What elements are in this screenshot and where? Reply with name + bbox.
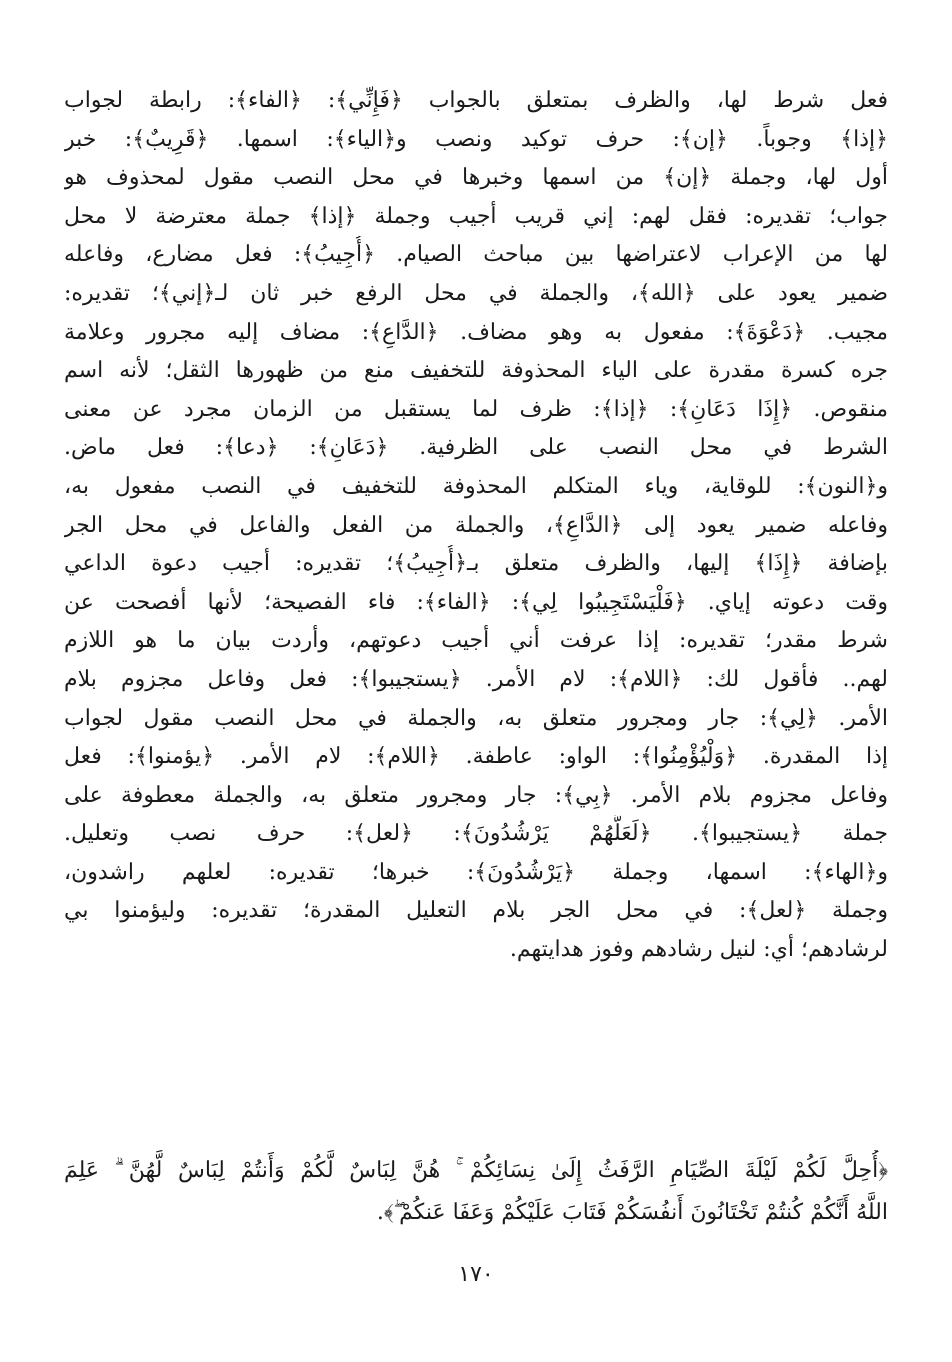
text-line: الشرط في محل النصب على الظرفية. ﴿دَعَانِ﴾: ﴿دعا﴾: فعل ماض. — [64, 435, 888, 461]
page-number: ١٧٠ — [458, 1262, 494, 1287]
text-line: فعل شرط لها، والظرف بمتعلق بالجواب ﴿فَإِنِّي﴾: ﴿الفاء﴾: رابطة لجواب — [64, 88, 888, 113]
text-line: منقوص. ﴿إِذَا دَعَانِ﴾: ﴿إذا﴾: ظرف لما يستقبل من الزمان مجرد عن معنى — [64, 396, 888, 422]
text-line: مجيب. ﴿دَعْوَةَ﴾: مفعول به وهو مضاف. ﴿الدَّاعِ﴾: مضاف إليه مجرور وعلامة — [64, 319, 888, 345]
text-line: لرشادهم؛ أي: لنيل رشادهم وفوز هدايتهم. — [509, 937, 888, 963]
text-line: لهم.. فأقول لك: ﴿اللام﴾: لام الأمر. ﴿يستجيبوا﴾: فعل وفاعل مجزوم بلام — [64, 666, 888, 692]
text-line: وفاعله ضمير يعود إلى ﴿الدَّاعِ﴾، والجملة من الفعل والفاعل في محل الجر — [64, 512, 888, 538]
text-line: و﴿النون﴾: للوقاية، وياء المتكلم المحذوفة للتخفيف في النصب مفعول به، — [64, 473, 888, 499]
text-line: جملة ﴿يستجيبوا﴾. ﴿لَعَلَّهُمْ يَرْشُدُونَ﴾: ﴿لعل﴾: حرف نصب وتعليل. — [64, 821, 888, 847]
text-line: و﴿الهاء﴾: اسمها، وجملة ﴿يَرْشُدُونَ﴾: خبرها؛ تقديره: لعلهم راشدون، — [64, 859, 888, 885]
verse-line: اللَّهُ أَنَّكُمْ كُنتُمْ تَخْتَانُونَ أَنفُسَكُمْ فَتَابَ عَلَيْكُمْ وَعَفَا عَنكُمْ ۖ﴾. — [376, 1200, 888, 1225]
text-line: أول لها، وجملة ﴿إن﴾ من اسمها وخبرها في محل النصب مقول لمحذوف هو — [64, 165, 888, 191]
text-line: شرط مقدر؛ تقديره: إذا عرفت أني أجيب دعوتهم، وأردت بيان ما هو اللازم — [64, 628, 888, 654]
text-line: جواب؛ تقديره: فقل لهم: إني قريب أجيب وجملة ﴿إذا﴾ جملة معترضة لا محل — [64, 203, 888, 229]
verse-line: ﴿أُحِلَّ لَكُمْ لَيْلَةَ الصِّيَامِ الرَّفَثُ إِلَىٰ نِسَائِكُمْ ۚ هُنَّ لِبَاسٌ لَّكُمْ وَأَنتُمْ لِبَاسٌ لَّهُنَّ ۗ عَلِمَ — [64, 1158, 888, 1183]
text-line: ضمير يعود على ﴿الله﴾، والجملة في محل الرفع خبر ثان لـ﴿إني﴾؛ تقديره: — [64, 280, 888, 306]
text-line: وجملة ﴿لعل﴾: في محل الجر بلام التعليل المقدرة؛ تقديره: وليؤمنوا بي — [64, 898, 888, 924]
text-line: الأمر. ﴿لِي﴾: جار ومجرور متعلق به، والجملة في محل النصب مقول لجواب — [64, 705, 888, 731]
quran-verse — [64, 1150, 888, 1234]
tafsir-paragraph — [64, 82, 888, 970]
text-line: لها من الإعراب لاعتراضها بين مباحث الصيام. ﴿أُجِيبُ﴾: فعل مضارع، وفاعله — [64, 242, 888, 268]
text-line: وفاعل مجزوم بلام الأمر. ﴿بِي﴾: جار ومجرور متعلق به، والجملة معطوفة على — [64, 782, 888, 808]
text-line: جره كسرة مقدرة على الياء المحذوفة للتخفيف منع من ظهورها الثقل؛ لأنه اسم — [64, 358, 888, 384]
text-line: إذا المقدرة. ﴿وَلْيُؤْمِنُوا﴾: الواو: عاطفة. ﴿اللام﴾: لام الأمر. ﴿يؤمنوا﴾: فعل — [64, 744, 888, 770]
text-line: ﴿إذا﴾ وجوباً. ﴿إن﴾: حرف توكيد ونصب و﴿الياء﴾: اسمها. ﴿قَرِيبٌ﴾: خبر — [64, 126, 888, 152]
text-line: بإضافة ﴿إِذَا﴾ إليها، والظرف متعلق بـ﴿أُجِيبُ﴾؛ تقديره: أجيب دعوة الداعي — [64, 551, 888, 577]
text-line: وقت دعوته إياي. ﴿فَلْيَسْتَجِيبُوا لِي﴾: ﴿الفاء﴾: فاء الفصيحة؛ لأنها أفصحت عن — [64, 589, 888, 615]
